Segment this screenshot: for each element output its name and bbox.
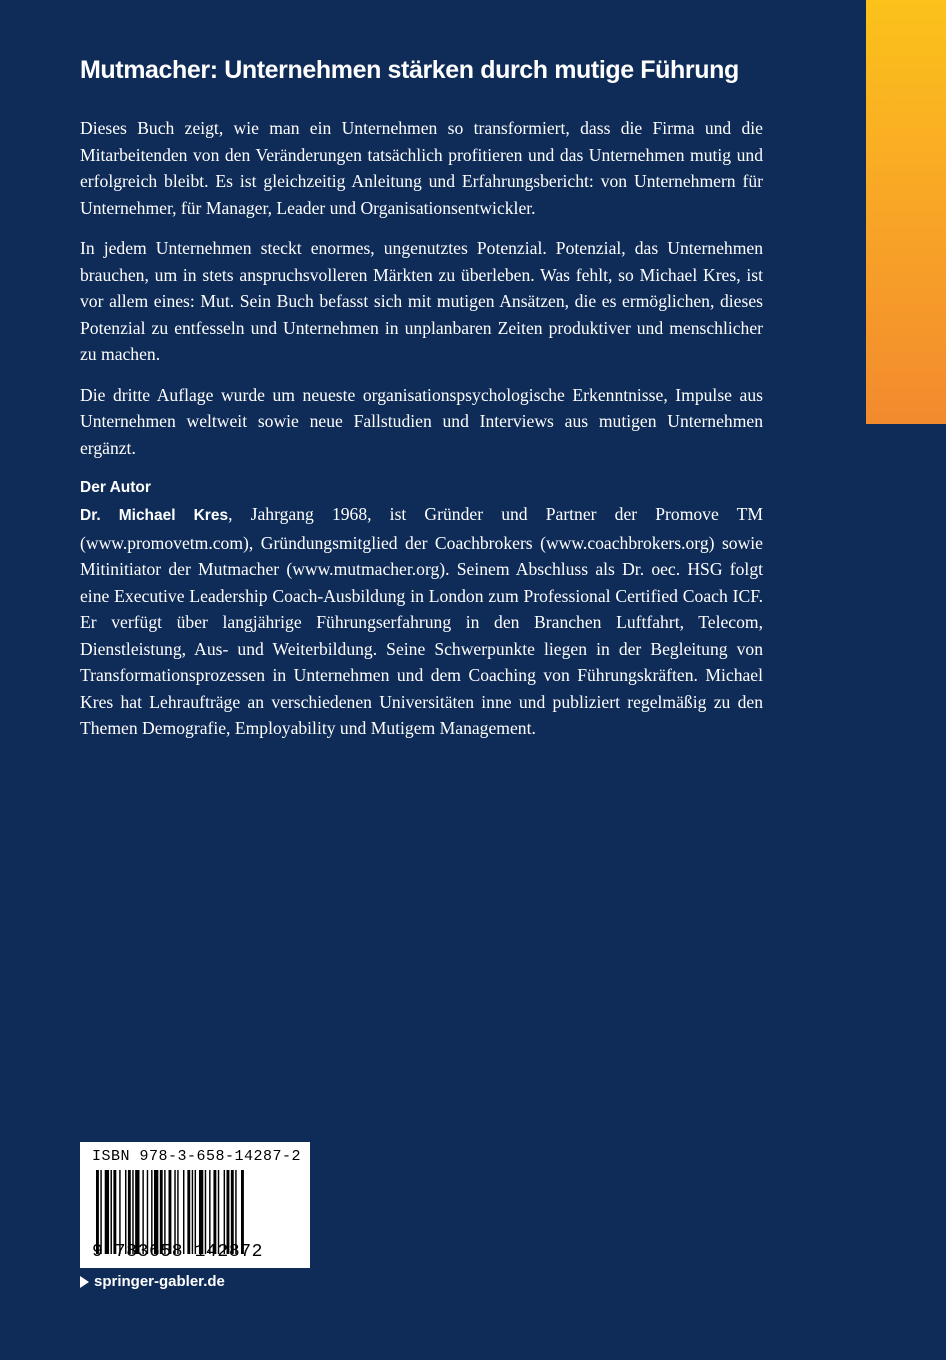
author-name: Dr. Michael Kres xyxy=(80,507,229,524)
isbn-barcode xyxy=(80,1142,310,1268)
website-label: springer-gabler.de xyxy=(94,1273,225,1290)
publisher-website[interactable] xyxy=(80,1273,225,1290)
description-paragraph-2: In jedem Unternehmen steckt enormes, ungenutztes Potenzial. Potenzial, das Unternehmen brauchen, um in stets anspruchsvolleren Märkten zu überleben. Was fehlt, so Michael Kres, ist vor allem eines: Mut. Sein Buch befasst sich mit mutigen Ansätzen, die es ermöglichen, dieses Potenzial zu entfesseln und Unternehmen in unplanbaren Zeiten produktiver und menschlicher zu machen. xyxy=(80,238,763,364)
ean-digits: 9 783658 142872 xyxy=(92,1242,264,1262)
description-paragraph-1: Dieses Buch zeigt, wie man ein Unternehmen so transformiert, dass die Firma und die Mitarbeitenden von den Veränderungen tatsächlich profitieren und das Unternehmen mutig und erfolgreich bleibt. Es ist gleichzeitig Anleitung und Erfahrungsbericht: von Unternehmern für Unternehmer, für Manager, Leader und Organisationsentwickler. xyxy=(80,118,763,218)
author-heading: Der Autor xyxy=(80,479,151,496)
isbn-label: ISBN 978-3-658-14287-2 xyxy=(92,1148,302,1165)
author-bio xyxy=(80,501,763,742)
orange-accent-bar xyxy=(866,0,946,424)
author-bio-text: , Jahrgang 1968, ist Gründer und Partner der Promove TM (www.promovetm.com), Gründungsmitglied der Coachbrokers (www.coachbrokers.org) sowie Mitinitiator der Mutmacher (www.mutmacher.org). Seinem Abschluss als Dr. oec. HSG folgt eine Executive Leadership Coach-Ausbildung in London zum Professional Certified Coach ICF. Er verfügt über langjährige Führungserfahrung in den Branchen Luftfahrt, Telecom, Dienstleistung, Aus- und Weiterbildung. Seine Schwerpunkte liegen in der Begleitung von Transformationsprozessen in Unternehmen und dem Coaching von Führungskräften. Michael Kres hat Lehraufträge an verschiedenen Universitäten inne und publiziert regelmäßig zu den Themen Demografie, Employability und Mutigem Management. xyxy=(80,504,763,738)
book-title: Mutmacher: Unternehmen stärken durch mutige Führung xyxy=(80,56,739,84)
arrow-right-icon xyxy=(80,1276,89,1288)
description-paragraph-3: Die dritte Auflage wurde um neueste organisationspsychologische Erkenntnisse, Impulse aus Unternehmen weltweit sowie neue Fallstudien und Interviews aus mutigen Unternehmen ergänzt. xyxy=(80,384,763,458)
back-cover-text xyxy=(80,56,763,756)
